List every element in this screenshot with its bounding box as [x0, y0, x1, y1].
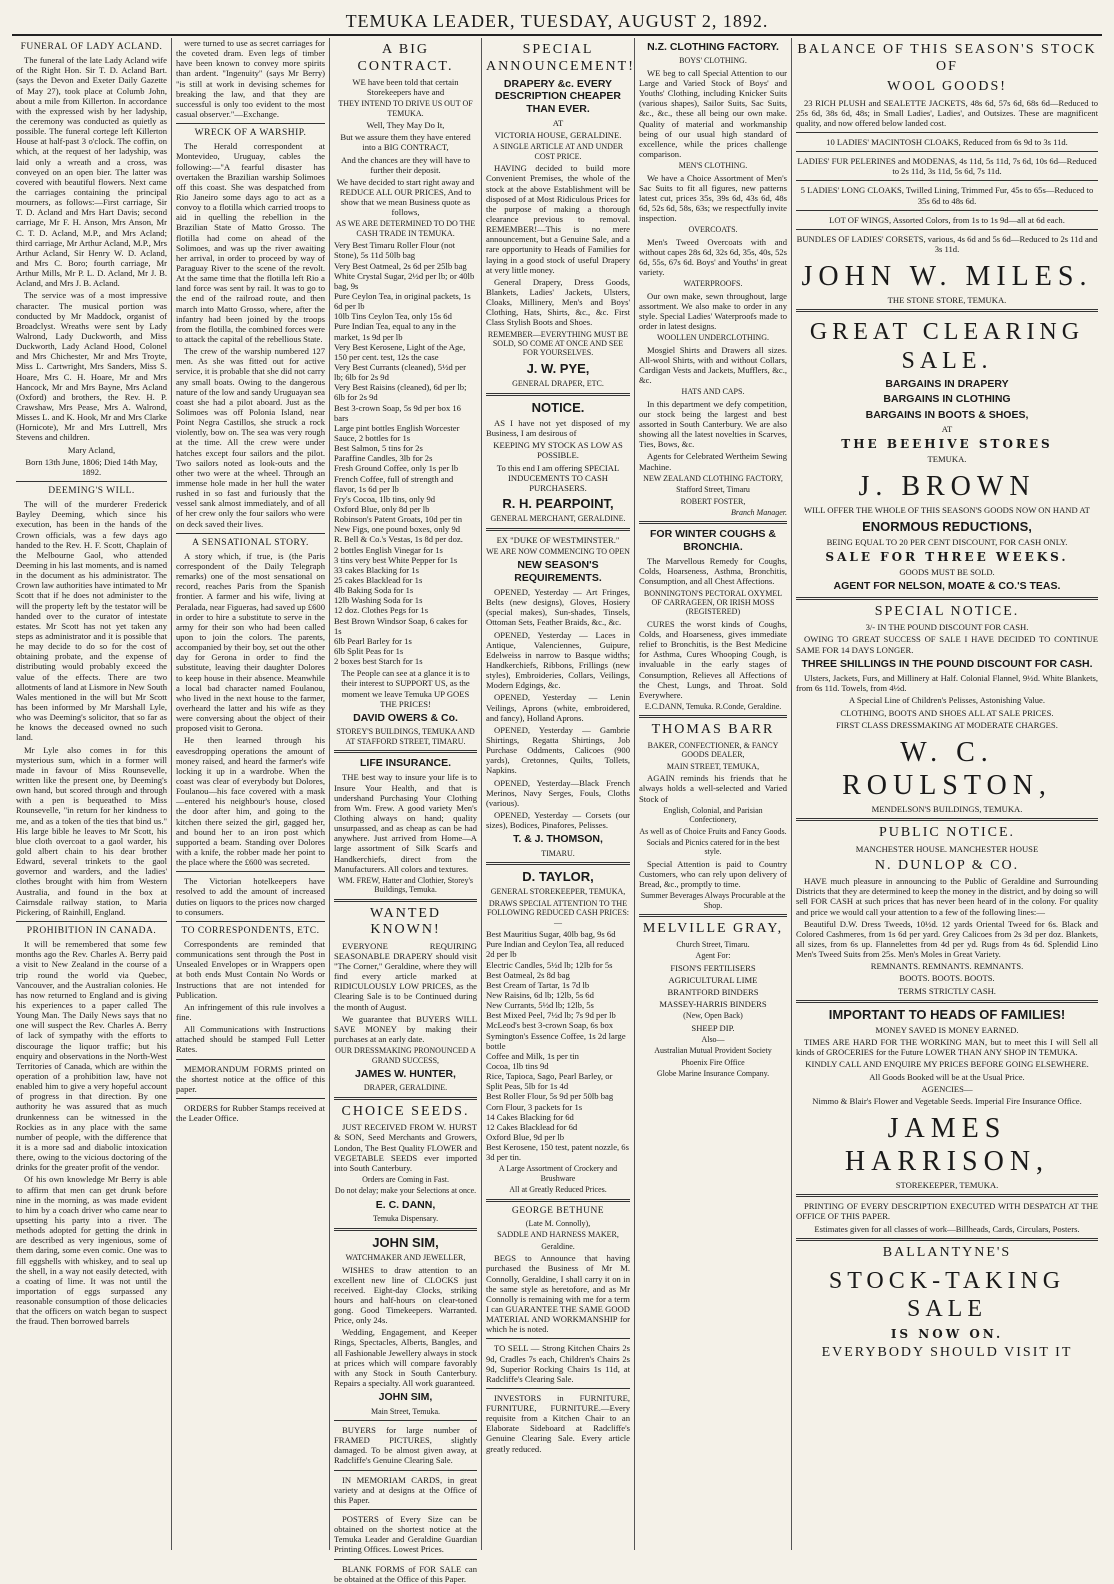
- ad-subheading: HATS AND CAPS.: [681, 387, 745, 397]
- article-text: The Herald correspondent at Montevideo, Uruguay, cables the following:—"A fearful disaster has overtaken the Brazilian warship Solimoes off this coast. She was despatched from Rio Janeiro some days ago to act as a convoy to a flotilla which carried troops to aid in quelling the rebellion in the Brazilian State of Matto Grosso. The flotilla had come on ahead of the Solimoes, and was up the river awaiting her arrival, in order to proceed by way of Paraguay River to the scene of the revolt. At the same time that the flotilla left Rio a land force was sent by rail. It was to go to the end of the railroad route, and then march into Matto Grosso, where, after the infantry had been joined by the troops from the flotilla, the combined forces were to attack the capital of the rebellious State.: [176, 141, 325, 344]
- ad-text: ORDERS for Rubber Stamps received at the Leader Office.: [176, 1102, 325, 1124]
- advertiser-address: Temuka Dispensary.: [372, 1214, 439, 1224]
- ad-text: SALE FOR THREE WEEKS.: [825, 550, 1069, 565]
- ad-text: English, Colonial, and Parisian Confectionery,: [663, 805, 763, 825]
- divider: [176, 871, 325, 872]
- ad-text: GOODS MUST BE SOLD.: [899, 567, 995, 578]
- advertiser-name: JAMES W. HUNTER,: [355, 1068, 456, 1081]
- ad-text: EVERYONE REQUIRING SEASONABLE DRAPERY should visit "The Corner," Geraldine, where they will find every article marked at RIDICULOUSLY LOW PRICES, as the Clearing Sale is to be Continued during the month of August.: [334, 940, 477, 1012]
- ad-heading: NOTICE.: [531, 399, 585, 415]
- ad-text: JUST RECEIVED FROM W. HURST & SON, Seed Merchants and Growers, London, The Best Quality FLOWER and VEGETABLE SEEDS ever imported into South Canterbury.: [334, 1122, 477, 1173]
- advertiser-name: THOMAS BARR: [651, 722, 775, 738]
- ad-text: General Drapery, Dress Goods, Blankets, Ladies' Jackets, Ulsters, Cloaks, Millinery, Men's and Boys' Clothing, Hats, Shirts, &c., &c. First Class Stylish Boots and Shoes.: [486, 276, 630, 328]
- column-4: [482, 38, 635, 1550]
- ad-text: Mosgiel Shirts and Drawers all sizes. All-wool Shirts, with and without Collars, Cardigan Vests and Jackets, Mufflers, &c., &c.: [639, 344, 787, 386]
- ad-text: AS WE ARE DETERMINED TO DO THE CASH TRADE IN TEMUKA.: [335, 219, 476, 238]
- divider: [639, 715, 787, 718]
- divider: [334, 1509, 477, 1510]
- divider: [796, 229, 1098, 230]
- divider: [334, 1097, 477, 1100]
- article-text: A story which, if true, is (the Paris correspondent of the Daily Telegraph remarks) one of the most sensational on record, reaches Paris from the Spanish frontier. A farmer and his wife, living at Peralada, near Figueras, had saved up £600 in order to hire a substitute to serve in the army for their son who had been called upon to join the colors. The parents, accompanied by their boy, set out the other day for Gerona in order to find the substitute, leaving their daughter Dolores to keep house in their absence. Meanwhile a local bad character named Foulanou, who lived in the next house to the farmer, overheard the latter and his wife as they were conversing about the object of their proposed visit to Gerona.: [176, 550, 325, 734]
- divider: [486, 1199, 630, 1202]
- ad-text: REMNANTS. REMNANTS. REMNANTS.: [870, 961, 1024, 972]
- ad-text: BARGAINS IN DRAPERY: [885, 377, 1009, 390]
- advertiser-name: JOHN W. MILES.: [801, 261, 1093, 293]
- ad-text: Globe Marine Insurance Company.: [656, 1069, 770, 1079]
- masthead: TEMUKA LEADER, TUESDAY, AUGUST 2, 1892.: [12, 8, 1102, 36]
- ad-text: BUNDLES OF LADIES' CORSETS, various, 4s 6d and 5s 6d—Reduced to 2s 11d and 3s 11d.: [796, 233, 1098, 254]
- divider: [176, 533, 325, 534]
- ad-heading: GREAT CLEARING SALE.: [809, 319, 1085, 374]
- ad-text: AGRICULTURAL LIME: [668, 974, 758, 985]
- ad-text: OWING TO GREAT SUCCESS OF SALE I HAVE DECIDED TO CONTINUE SAME FOR 14 DAYS LONGER.: [796, 634, 1098, 655]
- advertiser-address: STOREKEEPER, TEMUKA.: [895, 1180, 999, 1191]
- article-heading: FUNERAL OF LADY ACLAND.: [20, 42, 163, 52]
- ad-text: CURES the worst kinds of Coughs, Colds, and Hoarseness, gives immediate relief to Bronchitis, is the Best Medicine for Asthma, Cures Whooping Cough, is invaluable in the early stages of Consumption, Relieves all Affections of the Chest, Lungs, and Throat. Sold Everywhere.: [639, 618, 787, 700]
- ad-text: Beautiful D.W. Dress Tweeds, 10½d. 12 yards Oriental Tweed for 6s. Black and Colored Cashmeres, from 1s 6d per yard. Grey Calicoes from 2s 3d per doz. Blankets, all sizes, from 6s up. Flannelettes from 4d per yd. Rugs from 4s 6d. Splendid Lino Men's Tweed Suits from 25s. Men's Moles in Great Variety.: [796, 918, 1098, 960]
- ad-text: 10 LADIES' MACINTOSH CLOAKS, Reduced from 6s 9d to 3s 11d.: [826, 136, 1068, 147]
- ad-text: Phoenix Fire Office: [681, 1057, 745, 1067]
- ad-heading: WOOL GOODS!: [887, 79, 1007, 95]
- divider: [486, 862, 630, 865]
- ad-text: AGENT FOR NELSON, MOATE & CO.'S TEAS.: [833, 580, 1061, 593]
- divider: [176, 1098, 325, 1099]
- ad-text: And the chances are they will have to further their deposit.: [340, 154, 471, 175]
- divider: [486, 393, 630, 396]
- ad-text: WM. FREW, Hatter and Clothier, Storey's Buildings, Temuka.: [337, 875, 474, 895]
- ad-text: THEY INTEND TO DRIVE US OUT OF TEMUKA.: [338, 99, 473, 118]
- ad-text: TEMUKA.: [927, 454, 967, 465]
- ad-text: (Late M. Connolly),: [525, 1218, 591, 1228]
- ad-subheading: OVERCOATS.: [688, 225, 738, 235]
- advertiser-name: E. C. DANN,: [375, 1198, 436, 1211]
- column-5: [635, 38, 792, 1550]
- ad-text: TIMES ARE HARD FOR THE WORKING MAN, but to meet this I will Sell all kinds of GROCERIES for the Future LOWER THAN ANY SHOP IN TEMUKA.: [796, 1037, 1098, 1058]
- ad-text: All Goods Booked will be at the Usual Price.: [869, 1071, 1025, 1082]
- article-text: The funeral of the late Lady Acland wife of the Right Hon. Sir T. D. Acland Bart. (says the Devon and Exeter Daily Gazette of May 27), took place at Columb John, about a mile from Killerton. In accordance with the expressed wish by her ladyship, the ceremony was conducted as quietly as possible. The funeral cortege left Killerton House at half-past 3 o'clock. The coffin, on which, at the request of her ladyship, was laid only a wreath and a cross, was conveyed on an open bier. The latter was covered with beautiful flowers. Next came the carriages containing the principal mourners, as follows:—First carriage, Sir T. D. Acland and Mrs Hart Davis; second carriage, Mr F. H. Anson, Mrs Anson, Mr C. T. D. Acland, M.P., and Mrs Acland; third carriage, Mr Arthur Acland, M.P., Mrs Arthur Acland, Sir Henry W. D. Acland, and Mrs C. Boro; fourth carriage, Mr Arthur Mills, Mr P. L. D. Acland, Mr J. B. Acland, and Mrs J. B. Acland.: [16, 55, 167, 289]
- ad-text: KEEPING MY STOCK AS LOW AS POSSIBLE.: [493, 440, 623, 461]
- ad-text: POSTERS of Every Size can be obtained on the shortest notice at the Temuka Leader and Geraldine Guardian Printing Offices. Lowest Prices.: [334, 1513, 477, 1555]
- ad-text: SADDLE AND HARNESS MAKER,: [497, 1230, 619, 1240]
- ad-text: HAVING decided to build more Convenient Premises, the whole of the stock at the above Establishment will be disposed of at Most Ridiculous Prices for the purpose of making a thorough clearance previous to removal. REMEMBER!—This is no mere announcement, but a Genuine Sale, and a rare opportunity to Heads of Families for laying in a good stock of useful Drapery at very little money.: [486, 163, 630, 275]
- ad-text: OPENED, Yesterday — Lenin Veilings, Aprons (white, embroidered, and fancy), Holland Aprons.: [486, 692, 630, 723]
- article-heading: A SENSATIONAL STORY.: [192, 537, 309, 548]
- ad-text: A Special Line of Children's Pelisses, Astonishing Value.: [849, 695, 1045, 706]
- advertiser-address: Main Street, Temuka.: [370, 1406, 441, 1416]
- column-3: [330, 38, 482, 1584]
- advertiser-name: JAMES HARRISON,: [844, 1113, 1050, 1178]
- ad-text: BLANK FORMS of FOR SALE can be obtained at the Office of this Paper.: [334, 1563, 477, 1584]
- divider: [176, 921, 325, 922]
- ad-text: WE beg to call Special Attention to our Large and Varied Stock of Boys' and Youths' Clothing, including Knicker Suits (various shapes), Sailor Suits, Sac Suits, &c., &c., these all being our own make. Quality of material and workmanship being of our usual high standard of excellence, while the prices challenge comparison.: [639, 67, 787, 159]
- divider: [176, 1059, 325, 1060]
- ad-text: ENORMOUS REDUCTIONS,: [862, 518, 1032, 534]
- ad-text: Agents for Celebrated Wertheim Sewing Machine.: [639, 451, 787, 472]
- ad-text: To this end I am offering SPECIAL INDUCEMENTS TO CASH PURCHASERS.: [496, 462, 620, 493]
- advertiser-name: JOHN SIM,: [378, 1391, 433, 1404]
- advertiser-address: THE STONE STORE, TEMUKA.: [887, 295, 1007, 306]
- ad-text: LADIES' FUR PELERINES and MODENAS, 4s 11d, 5s 11d, 7s 6d, 10s 6d—Reduced to 2s 11d, 3s 11d, 5s 6d, 7s 11d.: [797, 156, 1097, 177]
- advertiser-name: DAVID OWERS & Co.: [353, 711, 458, 724]
- ad-text: OUR DRESSMAKING PRONOUNCED A GRAND SUCCESS,: [335, 1046, 476, 1065]
- divider: [639, 914, 787, 917]
- ad-heading: IMPORTANT TO HEADS OF FAMILIES!: [828, 1006, 1066, 1022]
- advertiser-address: STOREY'S BUILDINGS, TEMUKA AND AT STAFFORD STREET, TIMARU.: [336, 727, 475, 746]
- ad-subheading: MEN'S CLOTHING.: [678, 161, 748, 171]
- divider: [796, 818, 1098, 821]
- divider: [334, 899, 477, 902]
- ad-text: AGENCIES—: [921, 1083, 973, 1094]
- price-list: Very Best Timaru Roller Flour (not Stone), 5s 11d 50lb bag Very Best Oatmeal, 2s 6d per 25lb bag White Crystal Sugar, 2½d per lb; or 40lb bag, 9s Pure Ceylon Tea, in original packets, 1s 6d per lb 10lb Tins Ceylon Tea, only 15s 6d Pure Indian Tea, equal to any in the market, 1s 9d per lb Very Best Kerosene, Light of the Age, 150 per cent. test, 12s the case Very Best Currants (cleaned), 5½d per lb; 6lb for 2s 9d Very Best Raisins (cleaned), 6d per lb; 6lb for 2s 9d Best 3-crown Soap, 5s 9d per box 16 bars Large pint bottles English Worcester Sauce, 2 bottles for 1s Best Salmon, 5 tins for 2s Paraffine Candles, 3lb for 2s Fresh Ground Coffee, only 1s per lb French Coffee, full of strength and flavor, 1s 6d per lb Fry's Cocoa, 1lb tins, only 9d Oxford Blue, only 8d per lb Robinson's Patent Groats, 10d per tin New Figs, one pound boxes, only 9d R. Bell & Co.'s Vestas, 1s 8d per doz. 2 bottles English Vinegar for 1s 3 tins very best White Pepper for 1s 33 cakes Blacking for 1s 25 cakes Blacklead for 1s 4lb Baking Soda for 1s 12lb Washing Soda for 1s 12 doz. Clothes Pegs for 1s Best Brown Windsor Soap, 6 cakes for 1s 6lb Pearl Barley for 1s 6lb Split Peas for 1s 2 boxes best Starch for 1s: [334, 240, 475, 667]
- advertiser-address: GENERAL DRAPER, ETC.: [512, 379, 604, 389]
- article-text: It will be remembered that some few months ago the Rev. Charles A. Berry paid a visit to New Zealand in the course of a trip round the world via Quebec, Vancouver, and the Australian colonies. He has now returned to England and is giving his experiences to a paper called The Young Man. The Daily News says that no one will suspect the Rev. Charles A. Berry of lack of sympathy with the efforts to discourage the liquor traffic; but his enquiry and observations in the North-West Territories of Canada, which are within the operation of a prohibition law, have not enabled him to give a very hopeful account of progress in that direction. By one authority he was assured that as much drunkenness can be witnessed in the Rockies as in any place with the same number of people, with the difference that it is a more sad and diabolic intoxication there, owing to the vicious doctoring of the drinks for the greater profit of the vendor.: [16, 939, 167, 1173]
- ad-text: THREE SHILLINGS IN THE POUND DISCOUNT FOR CASH.: [801, 657, 1093, 670]
- ad-text: BRANTFORD BINDERS: [667, 986, 759, 997]
- column-1: [12, 38, 172, 1550]
- ad-text: BARGAINS IN BOOTS & SHOES,: [865, 408, 1029, 421]
- ad-heading: LIFE INSURANCE.: [359, 757, 451, 770]
- ad-heading: BALANCE OF THIS SEASON'S STOCK OF: [797, 42, 1097, 74]
- advertiser-address: GENERAL MERCHANT, GERALDINE.: [490, 514, 626, 524]
- advertiser-name: T. & J. THOMSON,: [513, 833, 603, 846]
- ad-text: EVERYBODY SHOULD VISIT IT: [821, 1344, 1073, 1360]
- ad-text: Orders are Coming in Fast.: [362, 1175, 449, 1185]
- ad-text: INVESTORS in FURNITURE, FURNITURE, FURNITURE.—Every requisite from a Kitchen Chair to an Elaborate Sideboard at Radcliffe's Genuine Clearing Sale. Every article greatly reduced.: [486, 1392, 630, 1454]
- divider: [796, 1238, 1098, 1241]
- divider: [796, 132, 1098, 133]
- ad-text: Special Attention is paid to Country Customers, who can rely upon delivery of Bread, &c., promptly to time.: [639, 858, 787, 890]
- ad-text: SHEEP DIP.: [691, 1022, 735, 1033]
- advertiser-name: ROBERT FOSTER,: [680, 496, 746, 506]
- ad-text: Geraldine.: [541, 1241, 575, 1251]
- ad-text: CLOTHING, BOOTS AND SHOES ALL AT SALE PRICES.: [840, 707, 1054, 718]
- divider: [334, 1420, 477, 1421]
- ad-text: FISON'S FERTILISERS: [670, 962, 756, 973]
- advertiser-address: Church Street, Timaru.: [676, 939, 750, 949]
- columns: [12, 38, 1102, 1584]
- advertiser-name: W. C. ROULSTON,: [842, 736, 1052, 801]
- divider: [334, 1559, 477, 1560]
- advertiser-name: D. TAYLOR,: [522, 869, 594, 885]
- divider: [334, 750, 477, 753]
- divider: [796, 151, 1098, 152]
- ad-text: OPENED, Yesterday—Black French Merinos, Navy Serges, Fouls, Cloths (various).: [486, 777, 630, 808]
- ad-text: OPENED, Yesterday — Laces in Antique, Valenciennes, Guipure, Edelweiss in narrow to Basque widths; Handkerchiefs, Ribbons, Frillings (new styles), Embroideries, Collars, Veilings, Modern Edgings, &c.: [486, 629, 630, 691]
- ad-heading: BALLANTYNE'S: [882, 1244, 1012, 1260]
- ad-text: Nimmo & Blair's Flower and Vegetable Seeds. Imperial Fire Insurance Office.: [812, 1095, 1082, 1106]
- ad-text: Do not delay; make your Selections at once.: [334, 1186, 477, 1196]
- ad-text: We guarantee that BUYERS WILL SAVE MONEY by making their purchases at an early date.: [334, 1013, 477, 1044]
- ad-heading: WANTED KNOWN!: [369, 905, 442, 938]
- ad-text: HAVE much pleasure in announcing to the Public of Geraldine and Surrounding Districts that they are determined to keep the money in the district, and by doing so will sell FOR CASH at such prices that has never been heard of in the colony. For quality and price we would call your attention to a few of the following lines:—: [796, 876, 1098, 917]
- ad-text: MASSEY-HARRIS BINDERS: [659, 998, 767, 1009]
- ad-text: BEGS to Announce that having purchased the Business of Mr M. Connolly, Geraldine, I shall carry it on in the same style as heretofore, and as Mr Connolly is remaining with me for a term I can GUARANTEE THE SAME GOOD MATERIAL AND WORKMANSHIP for which he is noted.: [486, 1253, 630, 1335]
- ad-text: E.C.DANN, Temuka. R.Conde, Geraldine.: [644, 702, 782, 711]
- divider: [16, 921, 167, 922]
- article-text: The service was of a most impressive character. The musical portion was conducted by Mr Maddock, organist of Broadclyst. Wreaths were sent by Lady Walrond, Lady Duckworth, and Miss Duckworth, Lady Acland Hood, Colonel and Mrs Chichester, Mr and Mrs Troyte, Miss L. Cartwright, Mrs Sanders, Miss S. Hoare, Mrs C. H. Hoare, Mr and Mrs Hancock, Mr and Mrs Bayne, Mrs Acland (Oxford) and brothers, the Rev. H. P. Crawshaw, Mrs Pease, Mrs A. Walrond, Misses L. and K. Hook, Mr and Mrs Clarke (Hornicote), Mr and Mrs Luttrell, Mrs Stevens and children.: [16, 290, 167, 443]
- ad-heading: PUBLIC NOTICE.: [878, 824, 1016, 840]
- advertiser-name: R. H. PEARPOINT,: [502, 495, 614, 511]
- advertiser-name: J. BROWN: [858, 471, 1036, 503]
- ad-text: OPENED, Yesterday — Art Fringes, Belts (new designs), Gloves, Hosiery (special makes), Sun-shades, Tinsels, Ottoman Sets, Feather Braids, &c., &c.: [486, 587, 630, 628]
- article-text: The crew of the warship numbered 127 men. As she was fitted out for active service, it is probable that she did not carry any small boats. Owing to the dangerous nature of the low and sandy Uruguayan sea coast she had a pilot aboard. Just as the Solimoes was off Polonia Island, near Point Negra Castillos, she struck a rock violently, bow on. The sea was very rough at the time. All the crew were under hatches except four sailors and the pilot. Two sailors noted as look-outs and the other two were at the wheel. Through an immense hole made in her hull the water rushed in so fast and furiously that the vessel sank almost immediately, and of all of her crew only the four sailors who were on deck saved their lives.: [176, 346, 325, 529]
- article-text: The Victorian hotelkeepers have resolved to add the amount of increased duties on liquors to the prices now charged to consumers.: [176, 876, 325, 917]
- ad-text: BONNINGTON'S PECTORAL OXYMEL OF CARRAGEEN, OR IRISH MOSS (REGISTERED): [643, 588, 783, 617]
- ad-text: WILL OFFER THE WHOLE OF THIS SEASON'S GOODS NOW ON HAND AT: [804, 505, 1090, 516]
- ad-text: The People can see at a glance it is to their interest to SUPPORT US, as the moment we leave Temuka UP GOES THE PRICES!: [341, 668, 470, 709]
- ad-text: OPENED, Yesterday — Corsets (our sizes), Bodices, Pinafores, Pelisses.: [486, 810, 630, 831]
- column-6: [792, 38, 1102, 1550]
- ad-text: AT: [552, 118, 564, 129]
- ad-subheading: WOOLLEN UNDERCLOTHING.: [657, 333, 769, 343]
- ad-text: IS NOW ON.: [890, 1326, 1004, 1341]
- price-list: Best Mauritius Sugar, 40lb bag, 9s 6d Pure Indian and Ceylon Tea, all reduced 2d per lb Electric Candles, 5½d lb; 12lb for 5s Best Oatmeal, 2s 8d bag Best Cream of Tartar, 1s 7d lb New Raisins, 6d lb; 12lb, 5s 6d New Currants, 5½d lb; 12lb, 5s Best Mixed Peel, 7½d lb; 7s 9d per lb McLeod's best 3-crown Soap, 6s box Symington's Essence Coffee, 1s 2d large bottle Coffee and Milk, 1s per tin Cocoa, 1lb tins 9d Rice, Tapioca, Sago, Pearl Barley, or Split Peas, 5lb for 1s 4d Best Roller Flour, 5s 9d per 50lb bag Corn Flour, 3 packets for 1s 14 Cakes Blacking for 6d 12 Cakes Blacklead for 6d Oxford Blue, 9d per lb Best Kerosene, 150 test, patent nozzle, 6s 3d per tin.: [486, 929, 629, 1163]
- ad-text: Men's Tweed Overcoats with and without capes 28s 6d, 32s 6d, 35s, 40s, 52s 6d, 55s, 67s 6d. Boys' and Youths' in great variety.: [639, 236, 788, 278]
- ad-text: DRAWS SPECIAL ATTENTION TO THE FOLLOWING REDUCED CASH PRICES:—: [486, 898, 629, 927]
- advertiser-address: MENDELSON'S BUILDINGS, TEMUKA.: [871, 803, 1023, 814]
- inscription: Born 13th June, 1806; Died 14th May, 1892.: [25, 456, 158, 477]
- ad-text: VICTORIA HOUSE, GERALDINE.: [494, 130, 622, 141]
- ad-text: EX "DUKE OF WESTMINSTER.": [496, 534, 620, 545]
- ad-heading: NEW SEASON'S REQUIREMENTS.: [514, 559, 602, 584]
- ad-subheading: DRAPERY &c. EVERY DESCRIPTION CHEAPER THAN EVER.: [494, 78, 621, 115]
- ad-heading: STOCK-TAKING SALE: [828, 1268, 1066, 1323]
- ad-text: MEMORANDUM FORMS printed on the shortest notice at the office of this paper.: [176, 1063, 325, 1094]
- ad-heading: SPECIAL NOTICE.: [874, 603, 1020, 619]
- ad-text: PRINTING OF EVERY DESCRIPTION EXECUTED WITH DESPATCH AT THE OFFICE OF THIS PAPER.: [796, 1201, 1098, 1222]
- advertiser-name: J. W. PYE,: [526, 360, 590, 376]
- ad-text: But we assure them they have entered into a BIG CONTRACT,: [340, 132, 471, 153]
- advertiser-name: N. DUNLOP & CO.: [874, 857, 1020, 873]
- ad-text: KINDLY CALL AND ENQUIRE MY PRICES BEFORE GOING ELSEWHERE.: [805, 1059, 1089, 1070]
- ad-text: THE best way to insure your life is to Insure Your Health, and that is undershand Purchasing Your Clothing from Wm. Frew. A good variety Men's Clothing always on hand; quality unsurpassed, and as cheap as can be had anywhere. Just arrived from Home—A large assortment of Silk Scarfs and Handkerchiefs, direct from the Manufacturers. All colors and textures.: [334, 772, 477, 874]
- ad-text: TO SELL — Strong Kitchen Chairs 2s 9d, Cradles 7s each, Children's Chairs 2s 9d, Superior Rocking Chairs 1s 11d, at Radcliffe's Clearing Sale.: [486, 1343, 630, 1384]
- divider: [334, 1470, 477, 1471]
- ad-text: All at Greatly Reduced Prices.: [509, 1185, 607, 1195]
- article-text: Correspondents are reminded that communications sent through the Post in Unsealed Envelopes or in Wrappers open at both ends Must Contain No Words or Instructions that are not intended for Publication.: [176, 939, 325, 1000]
- ad-text: BARGAINS IN CLOTHING: [883, 393, 1011, 406]
- inscription: Mary Acland,: [67, 444, 116, 455]
- ad-text: WE have been told that certain Storekeepers have and: [352, 77, 459, 98]
- divider: [486, 1388, 630, 1389]
- article-heading: TO CORRESPONDENTS, ETC.: [181, 925, 320, 936]
- ad-text: WATCHMAKER AND JEWELLER,: [345, 1253, 466, 1263]
- divider: [334, 1228, 477, 1231]
- advertiser-name: GEORGE BETHUNE: [511, 1205, 605, 1216]
- article-text: Of his own knowledge Mr Berry is able to affirm that men can get drunk before nine in the morning, as was made evident to him by a coach driver who came near to upsetting his party into a river. The methods adopted for getting the drink in are described as very ingenious, some of them daring, some even comic. One was to fill eggshells with whiskey, and to seal up the shell, in a way not easily detected, with a coating of lime. It was not until the importation of eggs surpassed any reasonable consumption of those delicacies that the officers on watch began to suspect the fraud. Then borrowed barrels: [16, 1174, 167, 1327]
- ad-subheading: WATERPROOFS.: [683, 279, 743, 289]
- article-text: All Communications with Instructions attached should be stamped Full Letter Rates.: [176, 1024, 325, 1055]
- ad-text: In this department we defy competition, our stock being the largest and best assorted in South Canterbury. We are also showing all the latest novelties in Scarves, Ties, Bows, &c.: [639, 398, 787, 450]
- ad-text: A SINGLE ARTICLE AT AND UNDER COST PRICE.: [492, 142, 624, 161]
- ad-text: We have decided to start right away and REDUCE ALL OUR PRICES, And to show that we mean Business quote as follows,: [336, 176, 475, 218]
- ad-text: GENERAL STOREKEEPER, TEMUKA,: [490, 887, 626, 897]
- advertiser-name: MELVILLE GRAY,: [642, 921, 784, 937]
- ad-text: MONEY SAVED IS MONEY EARNED.: [875, 1025, 1019, 1036]
- ad-heading: FOR WINTER COUGHS & BRONCHIA.: [650, 528, 776, 553]
- divider: [176, 123, 325, 124]
- ad-text: Summer Beverages Always Procurable at the Shop.: [640, 891, 786, 910]
- ad-text: OPENED, Yesterday — Gambrie Shirtings, Regatta Shirtings, Job Purchase Oddments, Calicoes (900 yards), Cretonnes, Quilts, Tollets, Napkins.: [486, 724, 630, 776]
- ad-heading: CHOICE SEEDS.: [341, 1103, 470, 1119]
- ad-text: Wedding, Engagement, and Keeper Rings, Spectacles, Alberts, Bangles, and all Fashionable Jewellery always in stock at prices which will compare favorably with any Stock in South Canterbury. Repairs a specialty. All work guaranteed.: [334, 1327, 477, 1389]
- ad-text: Our own make, sewn throughout, large assortment. We also make to order in any style. Special Ladies' Waterproofs made to order in latest designs.: [639, 290, 787, 332]
- ad-heading: N.Z. CLOTHING FACTORY.: [647, 41, 779, 53]
- ad-text: Estimates given for all classes of work—Billheads, Cards, Circulars, Posters.: [814, 1223, 1080, 1234]
- divider: [796, 210, 1098, 211]
- article-text: The will of the murderer Frederick Bayley Deeming, which since his execution, has been in the hands of the Crown officials, was a few days ago handed to the Rev. H. F. Scott, Chaplain of the Melbourne Gaol, who attended Deeming in his last moments, and is named in the document as his administrator. The Crown law authorities have intimated to Mr Scott that if he does not administer to the will the property left by the testator will be handed over to the curator of intestate estates. Mr Scott has not yet taken any steps as administrator and it is possible that he may decide to do so for the cost of obtaining probate, and the expense of distributing would probably exceed the value of the effects. There are two allotments of land at Lismore in New South Wales mentioned in the will but Mr Scott has been informed by Mr Marshall Lyle, who was Deeming's solicitor, that so far as he knows the deceased owned no such land.: [16, 499, 167, 743]
- ad-heading: JOHN SIM,: [372, 1234, 439, 1250]
- divider: [486, 528, 630, 531]
- ad-text: Socials and Picnics catered for in the best style.: [646, 838, 780, 857]
- divider: [796, 309, 1098, 312]
- ad-text: THE BEEHIVE STORES: [841, 437, 1053, 452]
- article-text: He then learned through his eavesdropping operations the amount of money raised, and heard the farmer's wife locking it up in a wardrobe. When the coast was clear of everybody but Dolores, Foulanou—his face covered with a mask—entered his neighbour's house, closed the door after him, and going to the kitchen there seized the girl, gagged her, and bound her to an iron post which supported a beam. Standing over Dolores with a knife, the robber made her point to the place where the £600 was secreted.: [176, 735, 325, 868]
- ad-text: As well as of Choice Fruits and Fancy Goods.: [639, 826, 787, 836]
- ad-subheading: BOYS' CLOTHING.: [679, 56, 747, 66]
- ad-text: AGAIN reminds his friends that he always holds a well-selected and Varied Stock of: [639, 773, 787, 804]
- divider: [796, 1194, 1098, 1197]
- article-text: An infringement of this rule involves a fine.: [176, 1001, 325, 1022]
- ad-text: BEING EQUAL TO 20 PER CENT DISCOUNT, FOR CASH ONLY.: [826, 536, 1068, 547]
- ad-text: FIRST CLASS DRESSMAKING AT MODERATE CHARGES.: [836, 719, 1058, 730]
- ad-text: Ulsters, Jackets, Furs, and Millinery at Half. Colonial Flannel, 9½d. White Blankets, from 6s 11d. Towels, from 4½d.: [796, 673, 1098, 694]
- advertiser-name: NEW ZEALAND CLOTHING FACTORY,: [643, 473, 783, 483]
- ad-text: AS I have not yet disposed of my Business, I am desirous of: [486, 417, 630, 439]
- article-text: were turned to use as secret carriages for the coveted dram. Even legs of timber have been known to convey more spirits than ardent. "Ingenuity" (says Mr Berry) "is still at work in devising schemes for breaking the law, and that they are successful is only too evident to the most casual observer."—Exchange.: [176, 38, 325, 119]
- ad-text: BAKER, CONFECTIONER, & FANCY GOODS DEALER,: [647, 740, 779, 760]
- column-2: [172, 38, 330, 1550]
- ad-text: Well, They May Do It,: [366, 120, 445, 131]
- ad-text: BUYERS for large number of FRAMED PICTURES, slightly damaged. To be almost given away, at Radcliffe's Genuine Clearing Sale.: [334, 1425, 477, 1466]
- ad-text: REMEMBER—EVERYTHING MUST BE SOLD, SO COME AT ONCE AND SEE FOR YOURSELVES.: [487, 329, 629, 358]
- ad-text: 5 LADIES' LONG CLOAKS, Twilled Lining, Trimmed Fur, 45s to 65s—Reduced to 35s 6d to 48s 6d.: [800, 185, 1094, 206]
- ad-heading: A BIG CONTRACT.: [357, 42, 454, 74]
- ad-text: LOT OF WINGS, Assorted Colors, from 1s to 1s 9d—all at 6d each.: [829, 214, 1065, 225]
- ad-text: IN MEMORIAM CARDS, in great variety and at designs at the Office of this Paper.: [334, 1474, 477, 1505]
- divider: [796, 180, 1098, 181]
- ad-text: Australian Mutual Provident Society: [654, 1046, 772, 1056]
- ad-text: Agent For:: [695, 951, 731, 961]
- divider: [639, 521, 787, 524]
- ad-heading: SPECIAL ANNOUNCEMENT!: [486, 42, 635, 74]
- advertiser-address: Stafford Street, Timaru: [676, 485, 750, 495]
- divider: [16, 481, 167, 482]
- advertiser-address: DRAPER, GERALDINE.: [363, 1083, 448, 1093]
- ad-text: A Large Assortment of Crockery and Brushware: [498, 1164, 618, 1183]
- article-text: Mr Lyle also comes in for this mysterious sum, which in a former will made in favour of Miss Rounsevelle, written like the present one, by Deeming's own hand, but scored through and through with a pen is bequeathed to Miss Rounsevelle, "in return for her kindness to me, and as a token of the ties that bind us." His large bible he leaves to Mr Scott, his blue cloth overcoat to a gaol warder, his gold albert chain to his dear brother Edward, several trinkets to the gaol governor and warders, and the ladies' clothes brought with him from Western Australia, and found in the box at Cairnsdale railway station, to Maria Pickering, of Rainhill, England.: [16, 744, 167, 917]
- ad-text: 23 RICH PLUSH and SEALETTE JACKETS, 48s 6d, 57s 6d, 68s 6d—Reduced to 25s 6d, 38s 6d, 48s; in Small Ladies', Ladies', and Outsizes. These are magnificent quality, and now offered below landed cost.: [796, 97, 1098, 128]
- divider: [796, 1000, 1098, 1003]
- divider: [796, 597, 1098, 600]
- ad-text: The Marvellous Remedy for Coughs, Colds, Hoarseness, Asthma, Bronchitis, Consumption, and all Chest Affections.: [639, 556, 787, 587]
- ad-text: WISHES to draw attention to an excellent new line of CLOCKS just received. Eight-day Clocks, striking hours and half-hours on clear-toned gong. Good Timekeepers. Warranted. Price, only 24s.: [334, 1264, 477, 1326]
- article-heading: WRECK OF A WARSHIP.: [194, 128, 307, 139]
- ad-text: MANCHESTER HOUSE. MANCHESTER HOUSE: [855, 843, 1039, 854]
- ad-text: (New, Open Back): [683, 1011, 743, 1021]
- ad-text: WE ARE NOW COMMENCING TO OPEN: [486, 546, 630, 556]
- ad-text: Also—: [701, 1034, 725, 1044]
- ad-text: AT: [941, 424, 953, 435]
- ad-text: MAIN STREET, TEMUKA,: [666, 761, 760, 771]
- advertiser-address: TIMARU.: [541, 848, 575, 858]
- divider: [486, 1338, 630, 1339]
- ad-text: We have a Choice Assortment of Men's Sac Suits to fit all figures, new patterns latest cut, prices 35s, 39s 6d, 43s 6d, 48s 6d, 52s 6d, 58s, 63s; we respectfully invite inspection.: [639, 172, 787, 224]
- ad-text: 3/- IN THE POUND DISCOUNT FOR CASH.: [865, 622, 1029, 633]
- advertiser-title: Branch Manager.: [731, 507, 787, 517]
- ad-text: TERMS STRICTLY CASH.: [898, 985, 996, 996]
- article-heading: PROHIBITION IN CANADA.: [26, 925, 157, 936]
- article-heading: DEEMING'S WILL.: [48, 485, 135, 496]
- ad-text: BOOTS. BOOTS. BOOTS.: [899, 973, 995, 984]
